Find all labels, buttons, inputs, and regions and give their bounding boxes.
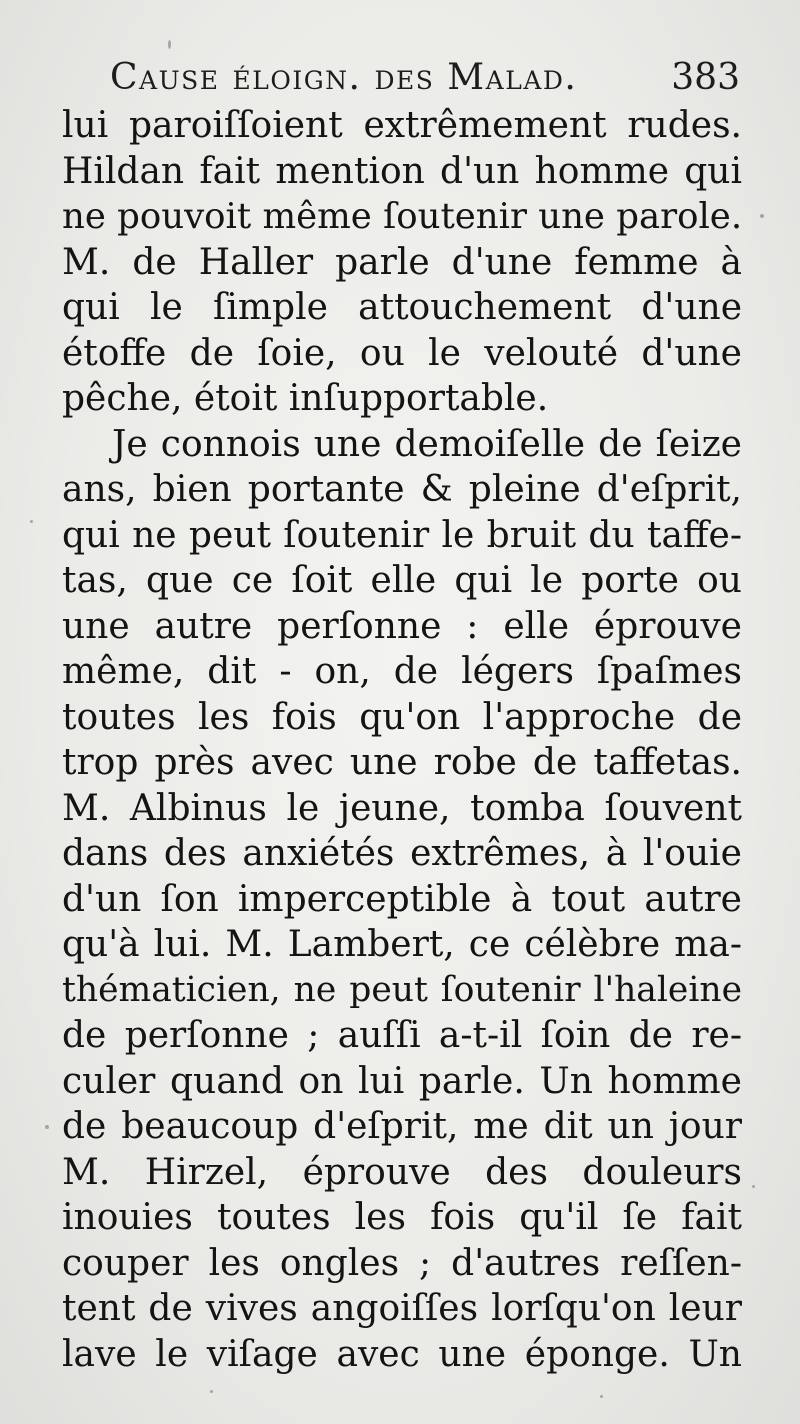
text-line: qui le ſimple attouchement d'une <box>62 287 742 328</box>
text-line: M. de Haller parle d'une femme à <box>62 241 742 283</box>
paper-speck <box>210 1390 213 1393</box>
paper-speck <box>168 40 171 49</box>
text-line: inouies toutes les fois qu'il ſe fait <box>62 1197 742 1238</box>
text-line: culer quand on lui parle. Un homme <box>62 1060 742 1102</box>
text-line: thématicien, ne peut ſoutenir l'haleine <box>62 969 742 1010</box>
paper-speck <box>600 1395 603 1398</box>
text-line: étoffe de ſoie, ou le velouté d'une <box>62 332 742 374</box>
text-line: dans des anxiétés extrêmes, à l'ouie <box>62 833 742 874</box>
text-line: pêche, étoit inſupportable. <box>62 378 549 419</box>
text-line: couper les ongles ; d'autres reſſen- <box>62 1242 742 1284</box>
text-line: ne pouvoit même ſoutenir une parole. <box>62 196 743 237</box>
paper-speck <box>760 214 764 218</box>
page-number: 383 <box>671 56 740 98</box>
text-line: M. Albinus le jeune, tomba ſouvent <box>62 787 742 829</box>
text-line: M. Hirzel, éprouve des douleurs <box>62 1151 742 1193</box>
text-line: lave le viſage avec une éponge. Un <box>62 1333 742 1375</box>
text-line: de perſonne ; auſſi a-t-il ſoin de re- <box>62 1015 742 1056</box>
text-line: une autre perſonne : elle éprouve <box>62 605 742 647</box>
running-head: Cause éloign. des Malad. <box>110 56 578 98</box>
paragraph-first-line: Je connois une demoiſelle de ſeize <box>112 423 742 465</box>
page-header <box>110 52 740 102</box>
text-line: lui paroiſſoient extrêmement rudes. <box>62 105 742 146</box>
text-line: trop près avec une robe de taffetas. <box>62 742 742 783</box>
text-line: qui ne peut ſoutenir le bruit du taffe- <box>62 514 742 556</box>
body-text <box>62 103 742 1377</box>
text-line: Hildan fait mention d'un homme qui <box>62 150 742 192</box>
text-line: tas, que ce ſoit elle qui le porte ou <box>62 560 742 601</box>
text-line: ans, bien portante & pleine d'eſprit, <box>62 469 742 510</box>
text-line: de beaucoup d'eſprit, me dit un jour <box>62 1106 742 1147</box>
text-line: tent de vives angoiſſes lorſqu'on leur <box>62 1288 742 1329</box>
paper-speck <box>45 1125 49 1129</box>
text-line: qu'à lui. M. Lambert, ce célèbre ma- <box>62 924 742 965</box>
text-line: même, dit - on, de légers ſpaſmes <box>62 651 742 692</box>
text-line: d'un ſon imperceptible à tout autre <box>62 878 742 920</box>
paper-speck <box>752 1185 755 1188</box>
paper-speck <box>30 520 33 523</box>
text-line: toutes les fois qu'on l'approche de <box>62 696 742 738</box>
